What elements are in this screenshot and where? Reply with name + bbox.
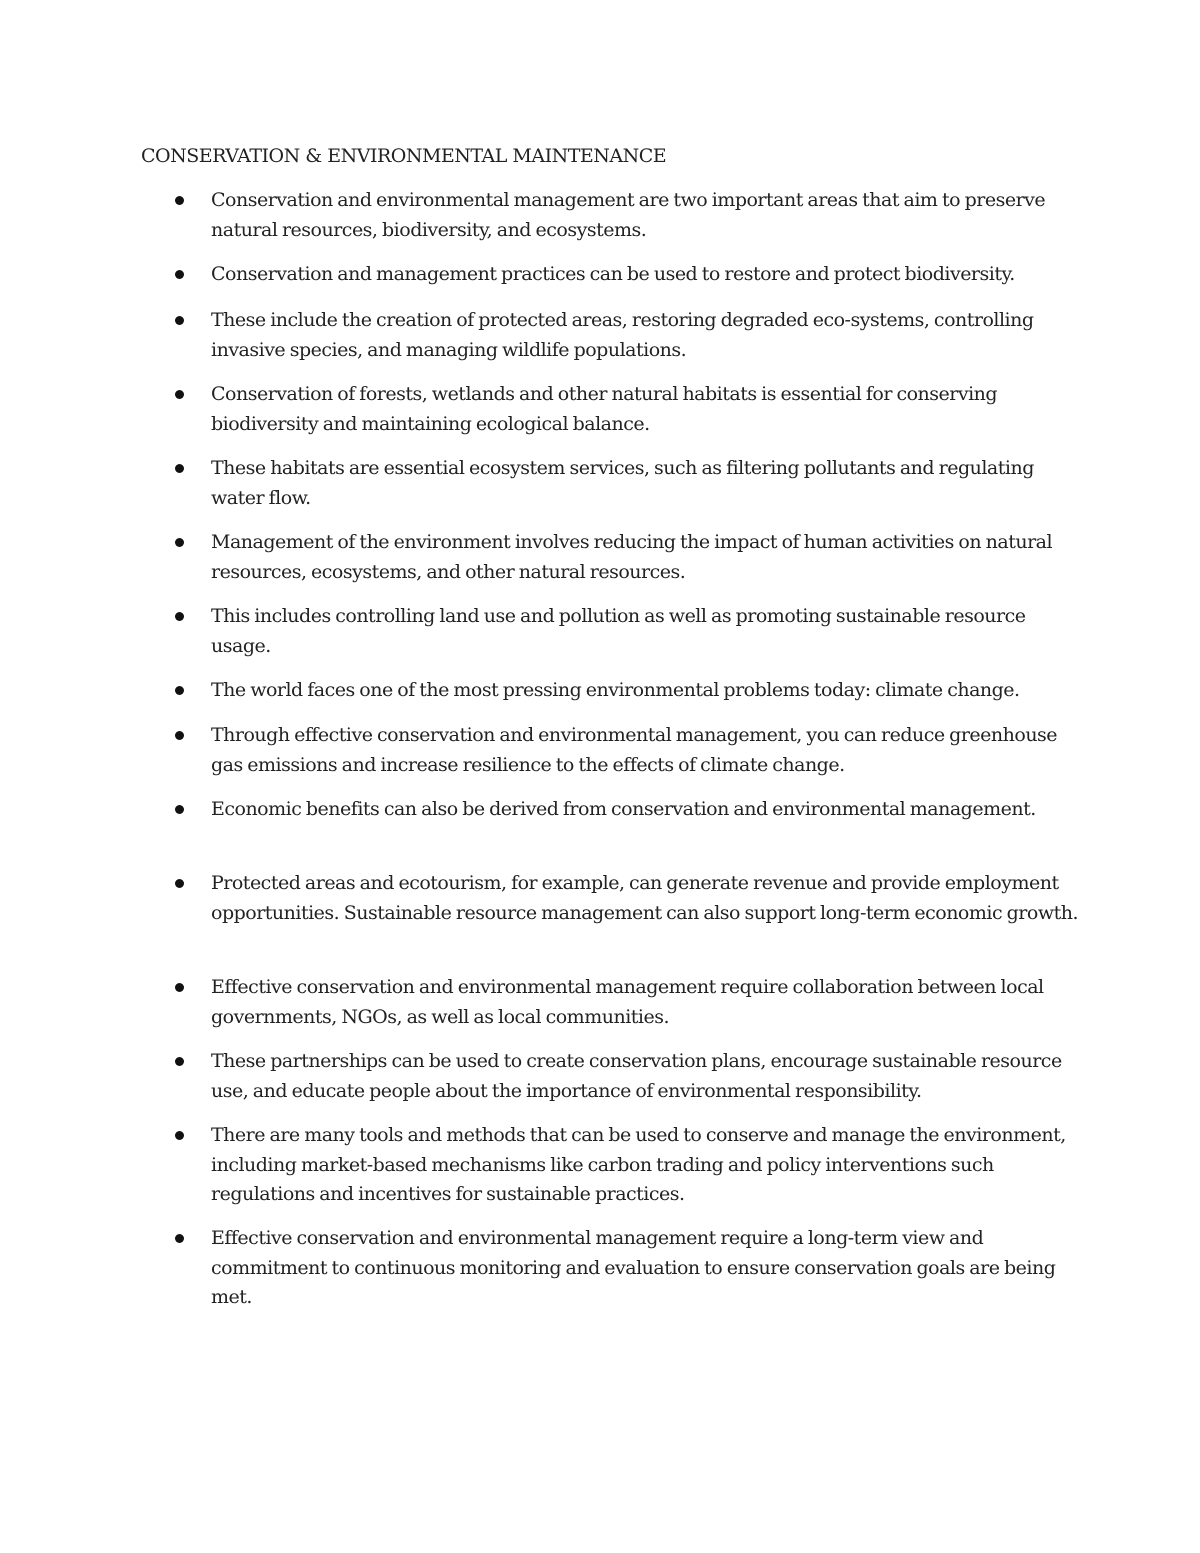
bullet-text: Economic benefits can also be derived from conservation and environmental management. bbox=[211, 798, 1036, 820]
bullet-icon bbox=[175, 612, 184, 621]
bullet-text: There are many tools and methods that can be used to conserve and manage the environment, including market-based mechanisms like carbon trading and policy interventions such regulations and incentives for sustainable practices. bbox=[211, 1124, 1066, 1205]
bullet-text: Effective conservation and environmental management require collaboration between local governments, NGOs, as well as local communities. bbox=[211, 976, 1044, 1028]
bullet-icon bbox=[175, 196, 184, 205]
bullet-text: Management of the environment involves reducing the impact of human activities on natural resources, ecosystems, and other natural resources. bbox=[211, 531, 1053, 583]
bullet-icon bbox=[175, 270, 184, 279]
bullet-text: The world faces one of the most pressing environmental problems today: climate change. bbox=[211, 679, 1020, 701]
bullet-text: Protected areas and ecotourism, for example, can generate revenue and provide employment opportunities. Sustainable resource management can also support long-term economic growth. bbox=[211, 872, 1079, 924]
bullet-icon bbox=[175, 805, 184, 814]
bullet-text: Through effective conservation and environmental management, you can reduce greenhouse gas emissions and increase resilience to the effects of climate change. bbox=[211, 724, 1058, 776]
bullet-text: These include the creation of protected areas, restoring degraded eco-systems, controlling invasive species, and managing wildlife populations. bbox=[211, 309, 1034, 361]
bullet-icon bbox=[175, 1131, 184, 1140]
bullet-text: These partnerships can be used to create conservation plans, encourage sustainable resource use, and educate people about the importance of environmental responsibility. bbox=[211, 1050, 1062, 1102]
bullet-icon bbox=[175, 731, 184, 740]
bullet-icon bbox=[175, 879, 184, 888]
bullet-icon bbox=[175, 464, 184, 473]
bullet-text: Effective conservation and environmental management require a long-term view and commitment to continuous monitoring and evaluation to ensure conservation goals are being met. bbox=[211, 1227, 1056, 1308]
bullet-icon bbox=[175, 983, 184, 992]
bullet-icon bbox=[175, 390, 184, 399]
bullet-text: Conservation and environmental management are two important areas that aim to preserve natural resources, biodiversity, and ecosystems. bbox=[211, 189, 1046, 241]
bullet-text: This includes controlling land use and pollution as well as promoting sustainable resource usage. bbox=[211, 605, 1026, 657]
bullet-icon bbox=[175, 538, 184, 547]
document-title: CONSERVATION & ENVIRONMENTAL MAINTENANCE bbox=[141, 145, 667, 167]
bullet-text: Conservation and management practices can be used to restore and protect biodiversity. bbox=[211, 263, 1015, 285]
bullet-icon bbox=[175, 1234, 184, 1243]
bullet-icon bbox=[175, 1057, 184, 1066]
bullet-icon bbox=[175, 686, 184, 695]
bullet-text: Conservation of forests, wetlands and other natural habitats is essential for conserving biodiversity and maintaining ecological balance. bbox=[211, 383, 998, 435]
bullet-icon bbox=[175, 316, 184, 325]
bullet-text: These habitats are essential ecosystem services, such as filtering pollutants and regulating water flow. bbox=[211, 457, 1034, 509]
